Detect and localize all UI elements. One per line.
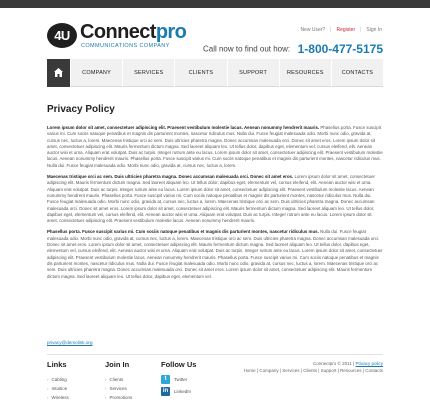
footer-join-column: [105, 360, 132, 402]
footer-info: [243, 361, 383, 374]
paragraph-body: Phasellus porta. Fusce suscipit varius mi. Cum sociis natoque penatibus et magnis dis parturient montes, nascetur ridiculus mus. Nulla dui. Fusce feugiat malesuada odio. Morbi nunc odio, gravida at, cursus nec, luctus a, lorem. Maecenas tristique orci ac sem. Duis ultricies pharetra magna. Donec accumsan malesuada orci. Donec sit amet eros. Lorem ipsum dolor sit amet, consectetuer adipiscing elit. Mauris fermentum dictum magna. Sed laoreet aliquam leo. Ut tellus dolor, dapibus eget, elementum vel, cursus eleifend, elit. Aenean auctor wisi et urna. Aliquam erat volutpat. Duis ac turpis. Integer rutrum ante eu lacus. Lorem ipsum dolor sit amet, consectetuer adipiscing elit. Praesent vestibulum molestie lacus. Aenean nonummy hendrerit mauris. Phasellus porta. Fusce suscipit varius mi. Cum sociis natoque penatibus et magnis dis parturient montes, nascetur ridiculus mus. Nulla dui. Fusce feugiat malesuada odio. Morbi nunc odio, gravida at, cursus nec, luctus a, lorem.: [47, 125, 383, 168]
top-bar: [0, 0, 430, 8]
footer-links-item-wireless[interactable]: › Wireless: [47, 393, 69, 402]
user-links: New User? | Register | Sign In: [300, 27, 382, 33]
paragraph-lead: Phasellus porta. Fusce suscipit varius mi. Cum sociis natoque penatibus et magnis dis parturient montes, nascetur ridiculus mus.: [47, 229, 319, 235]
nav-item-services[interactable]: SERVICES: [122, 59, 174, 87]
footer-menu[interactable]: Home | Company | Services | Clients | Support | Resources | Contacts: [243, 367, 383, 373]
paragraph-body: Nulla dui. Fusce feugiat malesuada odio. Morbi nunc odio, gravida at, cursus nec, luctus a, lorem. Maecenas tristique orci ac sem. Duis ultricies pharetra magna. Donec accumsan malesuada orci. Donec sit amet eros. Lorem ipsum dolor sit amet, consectetuer adipiscing elit. Mauris fermentum dictum magna. Sed laoreet aliquam leo. Ut tellus dolor, dapibus eget, elementum vel, cursus eleifend, elit. Aenean auctor wisi et urna. Aliquam erat volutpat. Duis ac turpis. Integer rutrum ante eu lacus. Lorem ipsum dolor sit amet, consectetuer adipiscing elit. Praesent vestibulum molestie lacus. Aenean nonummy hendrerit mauris. Phasellus porta. Fusce suscipit varius mi. Cum sociis natoque penatibus et magnis dis parturient montes, nascetur ridiculus mus. Nulla dui. Fusce feugiat malesuada odio. Morbi nunc odio, gravida at, cursus nec, luctus a, lorem. Maecenas tristique orci ac sem. Duis ultricies pharetra magna. Donec accumsan malesuada orci. Donec sit amet eros. Lorem ipsum dolor sit amet, consectetuer adipiscing elit. Mauris fermentum dictum magna. Sed laoreet aliquam leo. Ut tellus dolor, dapibus eget, elementum vel.: [47, 229, 383, 279]
privacy-email-link[interactable]: privacy@demolink.org: [47, 340, 93, 345]
policy-paragraph: [47, 174, 383, 224]
main-nav: [47, 59, 383, 87]
nav-item-resources[interactable]: RESOURCES: [279, 59, 331, 87]
footer-links-heading: Links: [47, 360, 67, 369]
linkedin-link[interactable]: in LinkedIn: [162, 388, 192, 394]
policy-paragraph: [47, 125, 383, 169]
footer-links-column: [47, 360, 69, 402]
policy-content: [47, 125, 383, 285]
paragraph-lead: Maecenas tristique orci ac sem. Duis ultricies pharetra magna. Donec accumsan malesuada orci. Donec sit amet eros.: [47, 174, 294, 180]
logo-name: Connectpro: [80, 21, 187, 43]
logo-tagline: COMMUNICATIONS COMPANY: [81, 43, 170, 49]
paragraph-body: Lorem ipsum dolor sit amet, consectetuer adipiscing elit. Mauris fermentum dictum magna. Sed laoreet aliquam leo. Ut tellus dolor, dapibus eget, elementum vel, cursus eleifend, elit. Aenean auctor wisi et urna. Aliquam erat volutpat. Duis ac turpis. Integer rutrum ante eu lacus. Lorem ipsum dolor sit amet, consectetuer adipiscing elit. Praesent vestibulum molestie lacus. Aenean nonummy hendrerit mauris. Phasellus porta. Fusce suscipit varius mi. Cum sociis natoque penatibus et magnis dis parturient montes, nascetur ridiculus mus. Nulla dui. Fusce feugiat malesuada odio. Morbi nunc odio, gravida at, cursus nec, luctus a, lorem. Maecenas tristique orci ac sem. Duis ultricies pharetra magna. Donec accumsan malesuada orci. Donec sit amet eros. Lorem ipsum dolor sit amet, consectetuer adipiscing elit. Mauris fermentum dictum magna. Sed laoreet aliquam leo. Ut tellus dolor, dapibus eget, elementum vel, cursus eleifend, elit. Aenean auctor wisi et urna. Aliquam erat volutpat. Duis ac turpis. Integer rutrum ante eu lacus. Lorem ipsum dolor sit amet, consectetuer adipiscing elit. Praesent vestibulum molestie lacus. Aenean nonummy hendrerit mauris.: [47, 174, 375, 224]
nav-home-button[interactable]: [47, 59, 70, 87]
footer-privacy-link[interactable]: Privacy policy: [355, 361, 383, 366]
new-user-link[interactable]: New User?: [300, 27, 326, 33]
copyright-text: Connectpro © 2011 |: [313, 361, 356, 366]
footer-links-item-cabling[interactable]: › Cabling: [47, 375, 69, 384]
footer-links-item-intuition[interactable]: › Intuition: [47, 384, 69, 393]
footer-join-item-services[interactable]: › Services: [105, 384, 132, 393]
footer-join-item-promotions[interactable]: › Promotions: [105, 393, 132, 402]
footer-divider: [47, 354, 383, 355]
logo-badge: 4U: [47, 23, 77, 48]
page-title: Privacy Policy: [47, 104, 115, 115]
home-icon: [53, 67, 64, 78]
phone-number: 1-800-477-5175: [297, 41, 383, 56]
call-us-label: Call now to find out how:: [202, 44, 291, 54]
nav-item-support[interactable]: SUPPORT: [227, 59, 279, 87]
nav-item-contacts[interactable]: CONTACTS: [331, 59, 383, 87]
footer-follow-column: [161, 360, 196, 399]
register-link[interactable]: Register: [336, 27, 356, 33]
twitter-link[interactable]: t Twitter: [161, 375, 196, 384]
nav-item-clients[interactable]: CLIENTS: [174, 59, 226, 87]
call-us: [203, 40, 383, 58]
paragraph-lead: Lorem ipsum dolor sit amet, consectetuer adipiscing elit. Praesent vestibulum molestie lacus. Aenean nonummy hendrerit mauris.: [47, 125, 320, 130]
policy-paragraph: [47, 229, 383, 279]
footer-join-heading: Join In: [105, 360, 130, 369]
twitter-icon: t: [161, 375, 170, 384]
sign-in-link[interactable]: Sign In: [366, 27, 382, 33]
site-logo[interactable]: [47, 21, 187, 53]
linkedin-icon: in: [162, 388, 169, 394]
footer-follow-heading: Follow Us: [161, 360, 197, 369]
footer-join-item-clients[interactable]: › Clients: [105, 375, 132, 384]
nav-item-company[interactable]: COMPANY: [70, 59, 122, 87]
